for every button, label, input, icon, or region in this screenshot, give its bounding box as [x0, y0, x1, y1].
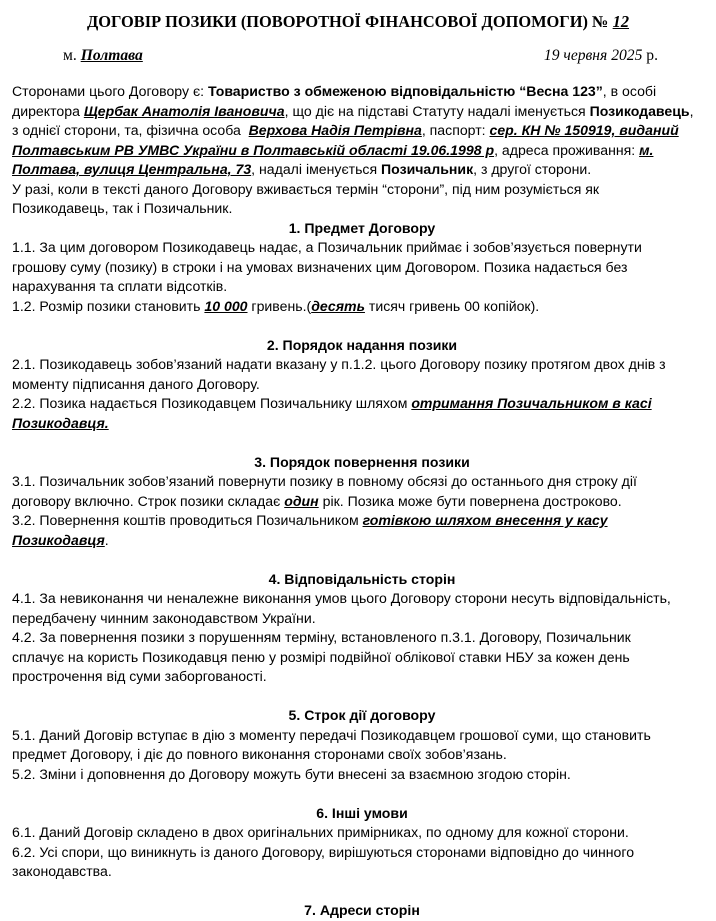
clause-line: 2.1. Позикодавець зобов’язаний надати вказану у п.1.2. цього Договору позику протягом двох днів з	[12, 356, 666, 372]
contract-title	[0, 12, 716, 32]
clause-line: 1.1. За цим договором Позикодавець надає, а Позичальник приймає і зобов’язується повернути	[12, 239, 642, 255]
provision-method: отримання Позичальником в касі	[411, 395, 652, 411]
clause-line: моменту підписання даного Договору.	[12, 375, 260, 392]
section-other	[12, 804, 712, 882]
section-heading: 6. Інші умови	[316, 804, 408, 821]
borrower-address: Полтава, вулиця Центральна, 73	[12, 161, 252, 177]
clause-line: 4.1. За невиконання чи неналежне виконання умов цього Договору сторони несуть відповідальність,	[12, 590, 671, 606]
clause-line: передбачену чинним законодавством України.	[12, 609, 316, 626]
section-repayment	[12, 453, 712, 551]
clause-line: 6.1. Даний Договір складено в двох оригінальних примірниках, по одному для кожної сторони.	[12, 824, 629, 840]
section-liability	[12, 570, 712, 687]
clause-line	[12, 297, 712, 317]
section-provision	[12, 336, 712, 434]
passport-issuer: Полтавським РВ УМВС України в Полтавській області 19.06.1998 р	[12, 141, 495, 158]
contract-date	[544, 47, 658, 65]
clause-line: нарахування та сплати відсотків.	[12, 278, 228, 294]
clause-line: 5.2. Зміни і доповнення до Договору можуть бути внесені за взаємною згодою сторін.	[12, 765, 571, 782]
preamble	[12, 82, 712, 219]
borrower-name: Верхова Надія Петрівна	[248, 122, 422, 138]
spacer	[12, 550, 712, 570]
contract-number: 12	[612, 12, 630, 31]
passport-data: сер. КН № 150919, виданий	[489, 122, 679, 138]
section-heading: 3. Порядок повернення позики	[254, 453, 470, 470]
text-run: директора	[12, 102, 84, 119]
spacer	[12, 882, 712, 902]
text-run: , в особі	[602, 83, 657, 99]
clause-line	[12, 511, 712, 531]
text-run: договору включно. Строк позики складає	[12, 492, 285, 509]
date-value: 19 червня 2025	[543, 47, 643, 64]
section-term	[12, 706, 712, 784]
clause-line: 4.2. За повернення позики з порушенням терміну, встановленого п.3.1. Договору, Позичальник	[12, 629, 631, 645]
preamble-line: У разі, коли в тексті даного Договору вживається термін “сторони”, під ним розуміється як	[12, 180, 600, 197]
clause-line: 5.1. Даний Договір вступає в дію з моменту передачі Позикодавцем грошової суми, що становить	[12, 726, 651, 743]
loan-term: один	[284, 492, 319, 509]
title-text: ДОГОВІР ПОЗИКИ (ПОВОРОТНОЇ ФІНАНСОВОЇ ДОПОМОГИ) №	[86, 12, 609, 31]
address-prefix: м.	[639, 141, 654, 158]
text-run: рік. Позика може бути повернена достроково.	[318, 492, 622, 509]
text-run: ,	[689, 102, 694, 119]
text-run: гривень.(	[247, 297, 312, 314]
text-run: , адреса проживання:	[494, 141, 640, 158]
section-heading: 7. Адреси сторін	[304, 902, 420, 918]
section-heading: 1. Предмет Договору	[288, 219, 436, 236]
city-prefix: м.	[63, 47, 77, 64]
clause-line: 6.2. Усі спори, що виникнуть із даного Договору, вирішуються сторонами відповідно до чинного	[12, 843, 635, 860]
repayment-method: Позикодавця	[12, 531, 105, 548]
contract-body	[12, 82, 712, 921]
clause-line: сплачує на користь Позикодавця пеню у розмірі подвійної облікової ставки НБУ за кожен день	[12, 648, 630, 665]
text-run: , що діє на підставі Статуту надалі іменується	[284, 102, 590, 119]
preamble-line: Позикодавець, так і Позичальник.	[12, 200, 233, 216]
text-run: 2.2. Позика надається Позикодавцем Позичальнику шляхом	[12, 395, 412, 411]
loan-amount: 10 000	[204, 297, 248, 314]
spacer	[12, 687, 712, 707]
section-heading: 5. Строк дії договору	[288, 707, 436, 723]
clause-line: 3.1. Позичальник зобов’язаний повернути позику в повному обсязі до останнього дня строку дії	[12, 473, 637, 489]
text-run: Сторонами цього Договору є:	[12, 83, 208, 99]
loan-amount-words: десять	[311, 297, 365, 314]
spacer	[12, 316, 712, 336]
clause-line: прострочення від суми заборгованості.	[12, 668, 267, 684]
lender-term: Позикодавець	[589, 102, 690, 119]
section-heading: 2. Порядок надання позики	[266, 336, 458, 353]
text-run: з однієї сторони, та, фізична особа	[12, 122, 249, 138]
preamble-line	[12, 141, 712, 161]
preamble-line	[12, 160, 712, 180]
date-suffix: р.	[646, 47, 658, 64]
clause-line: грошову суму (позику) в строки і на умовах визначених цим Договором. Позика надається без	[12, 258, 628, 275]
clause-line	[12, 414, 712, 434]
lender-company: Товариство з обмеженою відповідальністю “Весна 123”	[207, 83, 603, 99]
clause-line: предмет Договору, і діє до повного виконання сторонами своїх зобов’язань.	[12, 746, 507, 762]
clause-line: законодавства.	[12, 863, 112, 879]
director-name: Щербак Анатолія Івановича	[83, 102, 285, 119]
section-heading: 4. Відповідальність сторін	[268, 570, 456, 587]
repayment-method: готівкою шляхом внесення у касу	[362, 512, 608, 528]
text-run: .	[104, 531, 109, 548]
section-addresses	[12, 901, 712, 921]
spacer	[12, 784, 712, 804]
text-run: 1.2. Розмір позики становить	[12, 297, 205, 314]
clause-line	[12, 394, 712, 414]
provision-method: Позикодавця.	[12, 414, 109, 431]
text-run: 3.2. Повернення коштів проводиться Позичальником	[12, 512, 363, 528]
section-subject	[12, 219, 712, 317]
clause-line	[12, 531, 712, 551]
clause-line	[12, 492, 712, 512]
preamble-line	[12, 82, 712, 102]
text-run: , з другої сторони.	[473, 161, 592, 177]
text-run: , надалі іменується	[251, 161, 382, 177]
preamble-line	[12, 102, 712, 122]
text-run: тисяч гривень 00 копійок).	[364, 297, 540, 314]
spacer	[12, 433, 712, 453]
borrower-term: Позичальник	[381, 161, 474, 177]
city-name: Полтава	[80, 47, 143, 64]
preamble-line	[12, 121, 712, 141]
text-run: , паспорт:	[421, 122, 490, 138]
contract-place	[63, 47, 143, 65]
